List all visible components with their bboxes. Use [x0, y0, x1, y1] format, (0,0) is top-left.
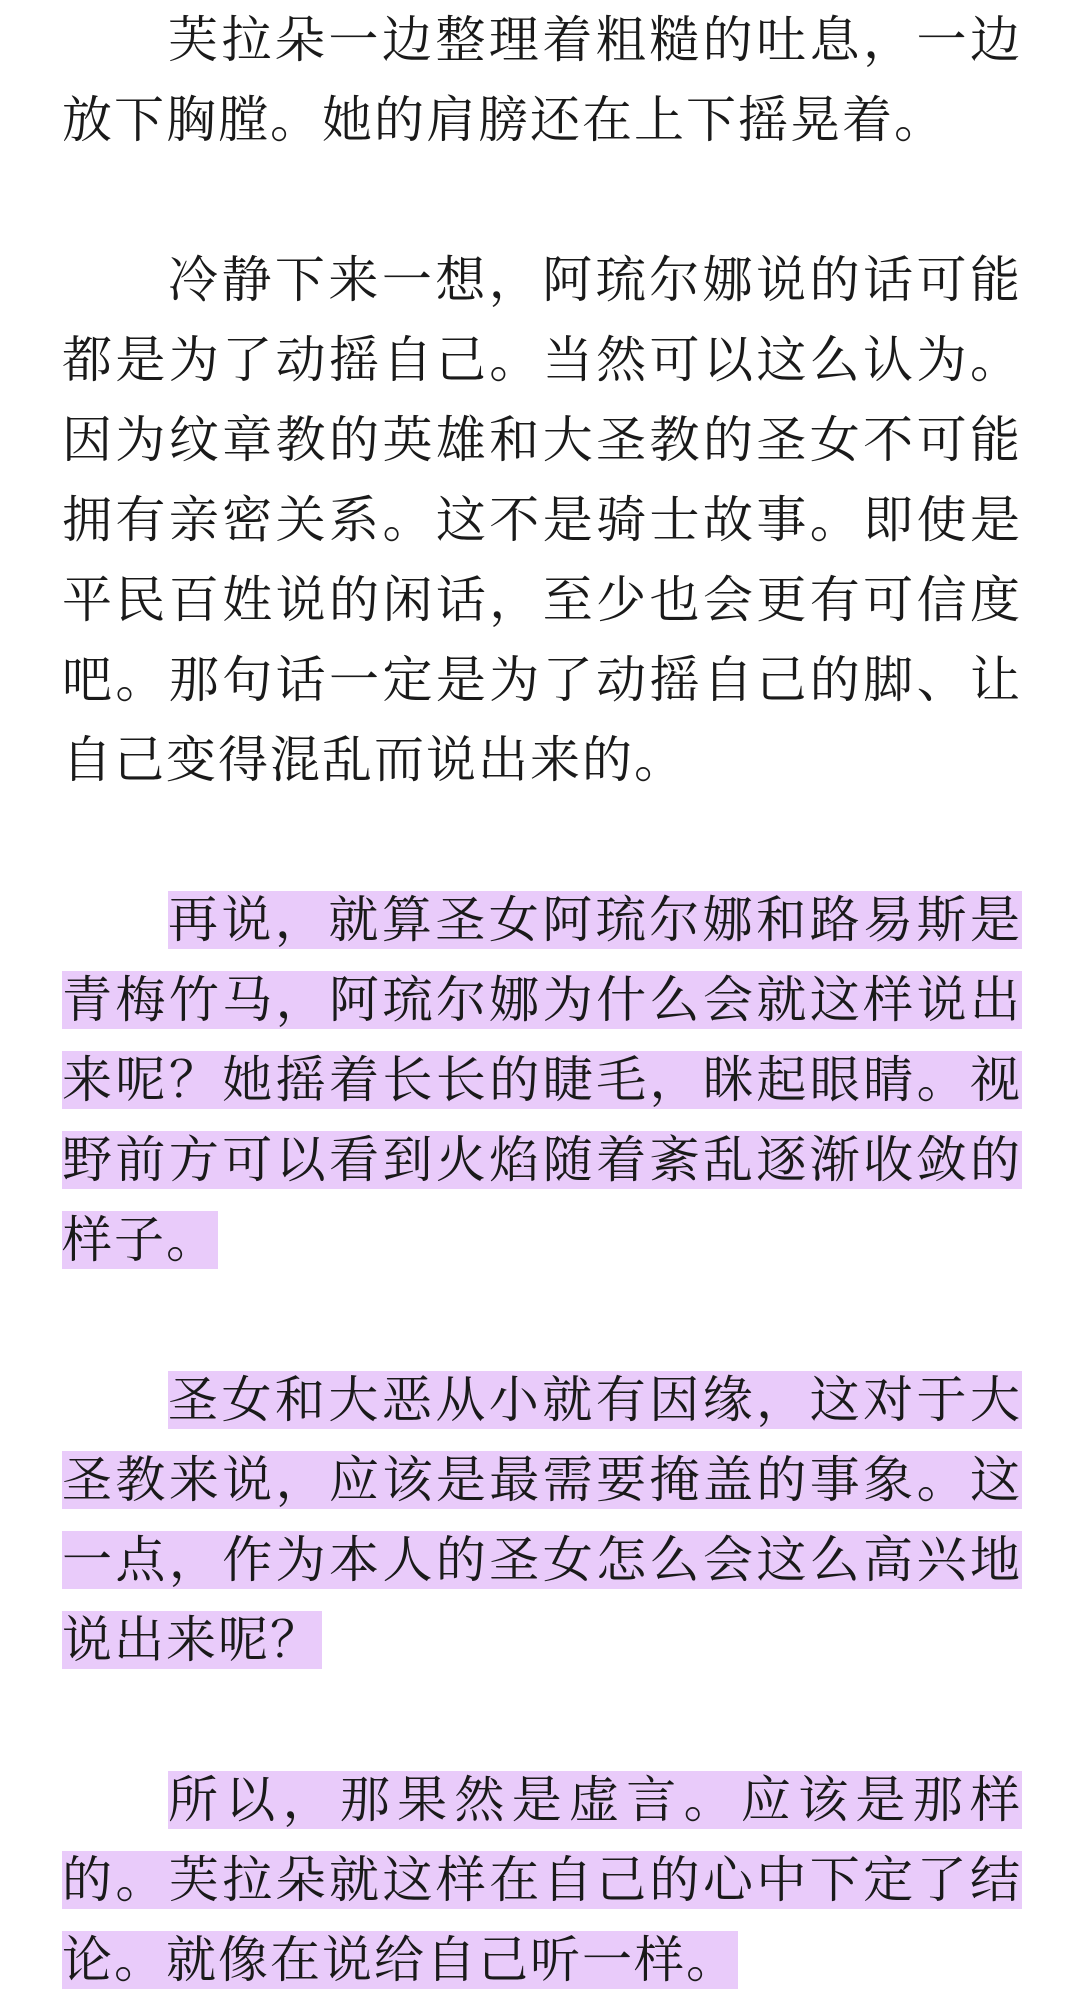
paragraph-gap	[62, 1680, 1022, 1760]
paragraph-4-highlighted-text[interactable]: 圣女和大恶从小就有因缘，这对于大圣教来说，应该是最需要掩盖的事象。这一点，作为本人的圣女怎么会这么高兴地说出来呢？	[62, 1371, 1022, 1669]
paragraph-gap	[62, 800, 1022, 880]
paragraph-gap	[62, 160, 1022, 240]
paragraph-1-text: 芙拉朵一边整理着粗糙的吐息，一边放下胸膛。她的肩膀还在上下摇晃着。	[62, 11, 1022, 149]
reading-page	[62, 0, 1022, 2000]
paragraph-1	[62, 0, 1022, 160]
paragraph-4[interactable]	[62, 1360, 1022, 1680]
paragraph-5-highlighted-text[interactable]: 所以，那果然是虚言。应该是那样的。芙拉朵就这样在自己的心中下定了结论。就像在说给自己听一样。	[62, 1771, 1022, 1989]
paragraph-3-highlighted-text[interactable]: 再说，就算圣女阿琉尔娜和路易斯是青梅竹马，阿琉尔娜为什么会就这样说出来呢？她摇着长长的睫毛，眯起眼睛。视野前方可以看到火焰随着紊乱逐渐收敛的样子。	[62, 891, 1022, 1269]
paragraph-2-text: 冷静下来一想，阿琉尔娜说的话可能都是为了动摇自己。当然可以这么认为。因为纹章教的英雄和大圣教的圣女不可能拥有亲密关系。这不是骑士故事。即使是平民百姓说的闲话，至少也会更有可信度吧。那句话一定是为了动摇自己的脚、让自己变得混乱而说出来的。	[62, 251, 1022, 789]
paragraph-3[interactable]	[62, 880, 1022, 1280]
paragraph-gap	[62, 1280, 1022, 1360]
paragraph-5[interactable]	[62, 1760, 1022, 2000]
paragraph-2	[62, 240, 1022, 800]
